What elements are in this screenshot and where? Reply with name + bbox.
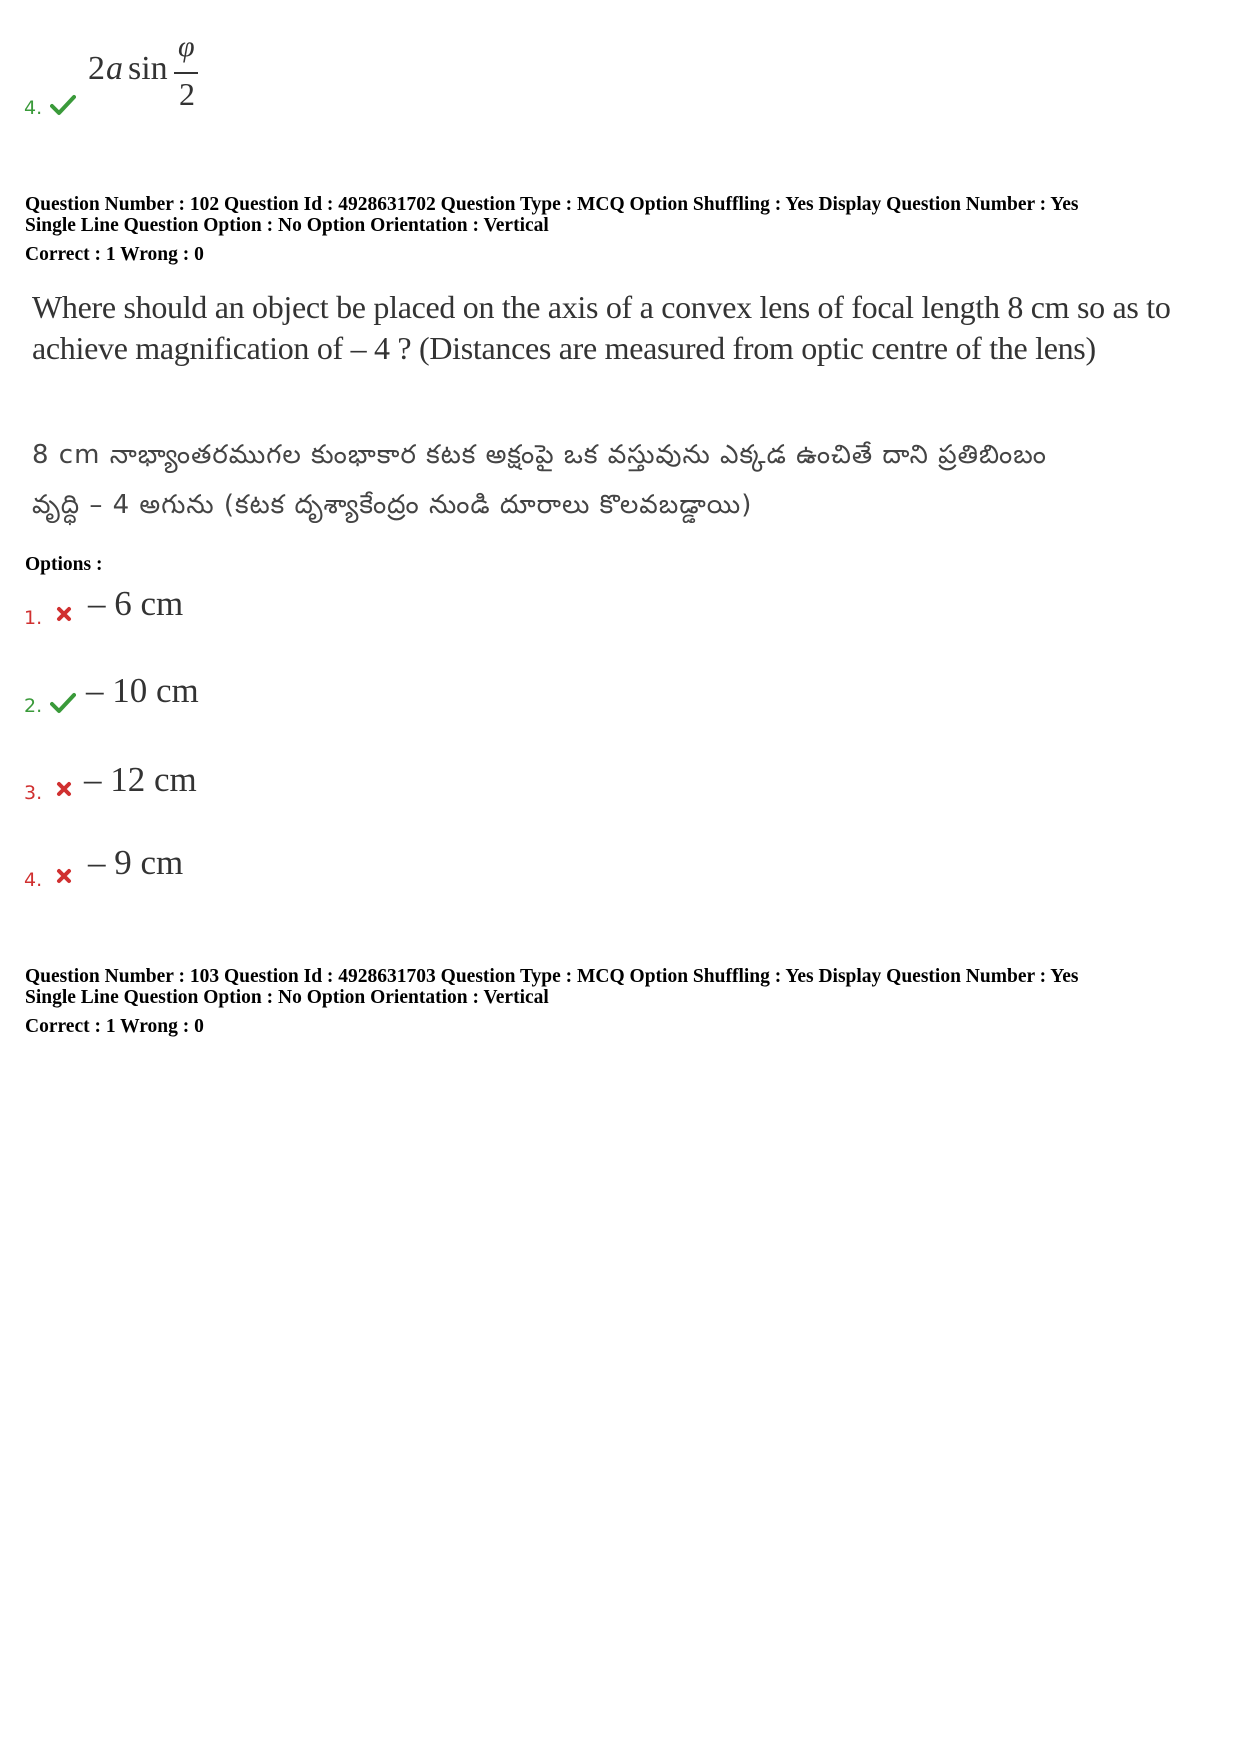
cross-icon xyxy=(56,606,72,622)
question-meta-line1: Question Number : 102 Question Id : 4928631702 Question Type : MCQ Option Shuffling : Yes Display Question Number : Yes xyxy=(25,194,1079,215)
question-meta-line1: Question Number : 103 Question Id : 4928631703 Question Type : MCQ Option Shuffling : Yes Display Question Number : Yes xyxy=(25,966,1079,987)
question-meta-line2: Single Line Question Option : No Option Orientation : Vertical xyxy=(25,215,549,236)
option-value: – 12 cm xyxy=(84,760,197,799)
option-number: 1. xyxy=(24,607,43,629)
question-marks: Correct : 1 Wrong : 0 xyxy=(25,1016,204,1037)
option-value: – 9 cm xyxy=(88,843,184,882)
formula-func: sin xyxy=(128,50,168,87)
question-text-en-line1: Where should an object be placed on the axis of a convex lens of focal length 8 cm so as to xyxy=(32,289,1171,325)
formula-numerator: φ xyxy=(178,30,195,63)
question-text-en-line2: achieve magnification of – 4 ? (Distances are measured from optic centre of the lens) xyxy=(32,330,1096,366)
question-text-te-line2: వృద్ధి – 4 అగును (కటక దృశ్యాకేంద్రం నుండి దూరాలు కొలవబడ్డాయి) xyxy=(32,490,753,520)
option-value: – 6 cm xyxy=(88,584,184,623)
options-label: Options : xyxy=(25,554,103,575)
option-value: – 10 cm xyxy=(86,671,199,710)
option-number: 3. xyxy=(24,782,43,804)
formula-var: a xyxy=(106,50,123,87)
option-number: 2. xyxy=(24,695,43,717)
cross-icon xyxy=(56,781,72,797)
checkmark-icon xyxy=(50,94,76,116)
formula-prefix: 2 xyxy=(88,50,105,87)
fraction-bar xyxy=(174,72,198,74)
option-number: 4. xyxy=(24,97,43,119)
question-text-te-line1: 8 cm నాభ్యాంతరముగల కుంభాకార కటక అక్షంపై ఒక వస్తువును ఎక్కడ ఉంచితే దాని ప్రతిబింబం xyxy=(32,440,1047,470)
question-meta-line2: Single Line Question Option : No Option Orientation : Vertical xyxy=(25,987,549,1008)
checkmark-icon xyxy=(50,692,76,714)
formula-denominator: 2 xyxy=(179,76,195,112)
cross-icon xyxy=(56,868,72,884)
question-marks: Correct : 1 Wrong : 0 xyxy=(25,244,204,265)
option-number: 4. xyxy=(24,869,43,891)
